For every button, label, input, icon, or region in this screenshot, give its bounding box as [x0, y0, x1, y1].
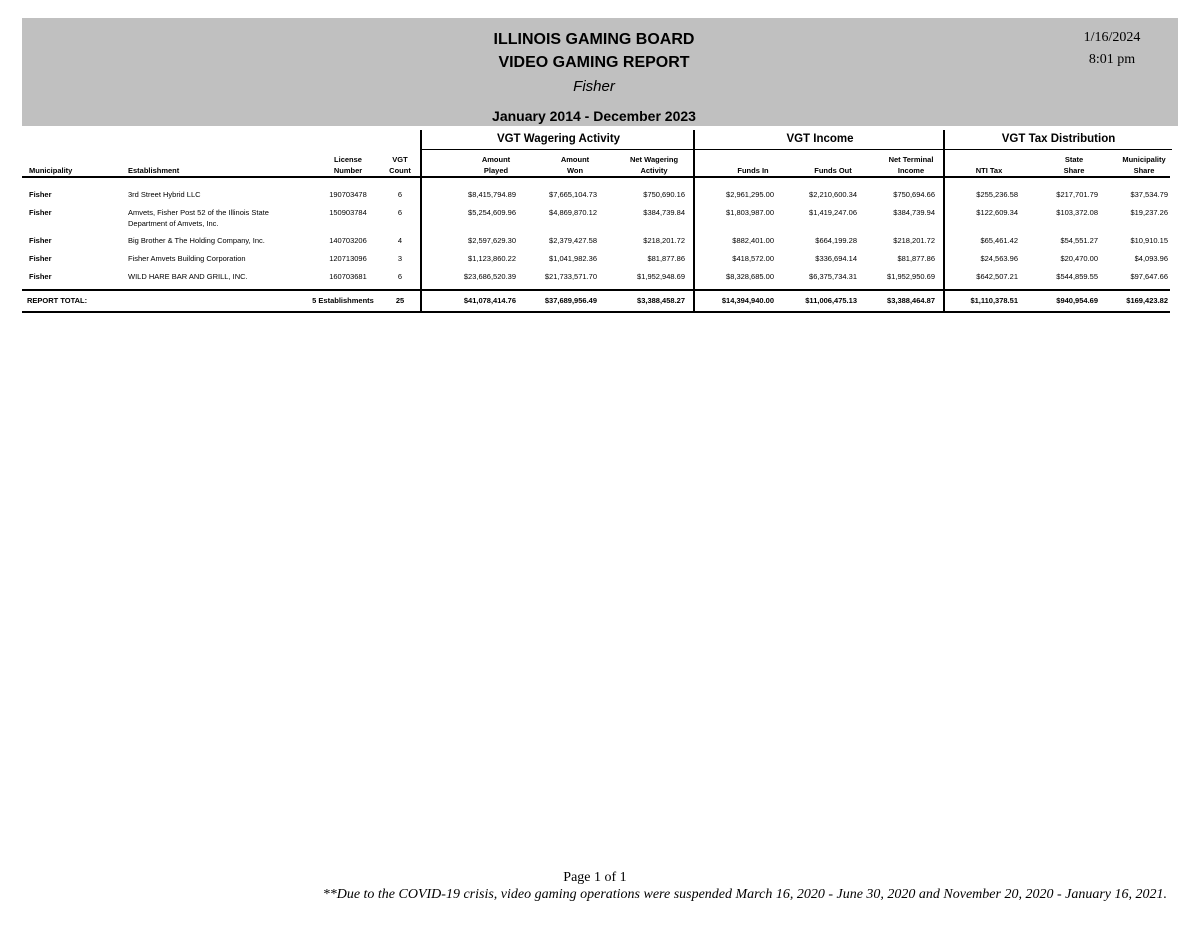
total-net-terminal-income: $3,388,464.87: [887, 296, 935, 305]
col-header-license-number: License Number: [333, 155, 363, 175]
row-establishment: WILD HARE BAR AND GRILL, INC.: [128, 272, 248, 281]
col-header-amount-played: Amount Played: [481, 155, 511, 175]
col-header-funds-in: Funds In: [737, 166, 769, 175]
row-funds-in: $882,401.00: [732, 236, 774, 245]
report-title: VIDEO GAMING REPORT: [498, 54, 690, 71]
col-header-net-wagering: Net Wagering Activity: [629, 155, 679, 175]
report-agency-title: ILLINOIS GAMING BOARD: [493, 31, 695, 48]
total-municipality-share: $169,423.82: [1126, 296, 1168, 305]
row-amount-won: $1,041,982.36: [549, 254, 597, 263]
row-license: 150903784: [329, 208, 367, 217]
row-license: 120713096: [329, 254, 367, 263]
row-vgt-count: 6: [397, 208, 403, 217]
row-net-wagering: $750,690.16: [643, 190, 685, 199]
total-vgt-count: 25: [395, 296, 405, 305]
row-establishment: Amvets, Fisher Post 52 of the Illinois State Department of Amvets, Inc.: [128, 208, 269, 228]
row-municipality: Fisher: [29, 190, 52, 199]
total-label: REPORT TOTAL:: [27, 296, 88, 305]
row-vgt-count: 4: [397, 236, 403, 245]
row-establishment: Big Brother & The Holding Company, Inc.: [128, 236, 265, 245]
col-header-net-terminal-income: Net Terminal Income: [888, 155, 934, 175]
row-amount-won: $2,379,427.58: [549, 236, 597, 245]
row-license: 160703681: [329, 272, 367, 281]
row-net-terminal-income: $81,877.86: [897, 254, 935, 263]
divider-wagering: [420, 176, 422, 313]
row-net-wagering: $384,739.84: [643, 208, 685, 217]
row-amount-played: $2,597,629.30: [468, 236, 516, 245]
total-amount-won: $37,689,956.49: [544, 296, 597, 305]
col-header-amount-won: Amount Won: [560, 155, 590, 175]
total-establishments: 5 Establishments: [312, 296, 374, 305]
row-net-terminal-income: $218,201.72: [893, 236, 935, 245]
row-municipality: Fisher: [29, 254, 52, 263]
row-amount-won: $4,869,870.12: [549, 208, 597, 217]
row-municipality-share: $97,647.66: [1130, 272, 1168, 281]
row-amount-won: $21,733,571.70: [544, 272, 597, 281]
total-funds-in: $14,394,940.00: [721, 296, 774, 305]
total-rule-bottom: [22, 311, 1170, 313]
col-header-state-share: State Share: [1063, 155, 1085, 175]
group-wagering-label: VGT Wagering Activity: [422, 130, 695, 150]
row-municipality-share: $4,093.96: [1134, 254, 1168, 263]
total-net-wagering: $3,388,458.27: [637, 296, 685, 305]
row-net-wagering: $81,877.86: [647, 254, 685, 263]
row-net-wagering: $218,201.72: [643, 236, 685, 245]
row-net-wagering: $1,952,948.69: [637, 272, 685, 281]
row-vgt-count: 6: [397, 272, 403, 281]
row-funds-out: $336,694.14: [815, 254, 857, 263]
col-header-establishment: Establishment: [128, 166, 180, 175]
report-municipality-title: Fisher: [573, 78, 615, 95]
page-number: Page 1 of 1: [563, 870, 627, 885]
report-time: 8:01 pm: [1088, 52, 1136, 67]
row-municipality: Fisher: [29, 208, 52, 217]
row-amount-played: $8,415,794.89: [468, 190, 516, 199]
row-license: 140703206: [329, 236, 367, 245]
row-state-share: $20,470.00: [1060, 254, 1098, 263]
total-nti-tax: $1,110,378.51: [970, 296, 1018, 305]
covid-footnote: **Due to the COVID-19 crisis, video gaming operations were suspended March 16, 2020 - June 30, 2020 and November 20, 2020 - January 16, 2021.: [322, 887, 1167, 902]
row-state-share: $544,859.55: [1056, 272, 1098, 281]
row-state-share: $54,551.27: [1060, 236, 1098, 245]
row-funds-in: $8,328,685.00: [726, 272, 774, 281]
row-establishment: Fisher Amvets Building Corporation: [128, 254, 246, 263]
total-rule-top: [22, 289, 1170, 291]
group-tax-label: VGT Tax Distribution: [945, 130, 1172, 150]
row-nti-tax: $255,236.58: [976, 190, 1018, 199]
row-funds-out: $2,210,600.34: [809, 190, 857, 199]
total-funds-out: $11,006,475.13: [805, 296, 857, 305]
row-nti-tax: $642,507.21: [976, 272, 1018, 281]
total-amount-played: $41,078,414.76: [463, 296, 516, 305]
row-funds-out: $1,419,247.06: [809, 208, 857, 217]
row-state-share: $103,372.08: [1056, 208, 1098, 217]
report-date: 1/16/2024: [1083, 30, 1141, 45]
row-nti-tax: $122,609.34: [976, 208, 1018, 217]
row-net-terminal-income: $750,694.66: [893, 190, 935, 199]
group-income-label: VGT Income: [695, 130, 945, 150]
col-header-municipality-share: Municipality Share: [1122, 155, 1166, 175]
header-rule: [22, 176, 1170, 178]
row-amount-won: $7,665,104.73: [549, 190, 597, 199]
row-funds-in: $418,572.00: [732, 254, 774, 263]
col-header-municipality: Municipality: [29, 166, 73, 175]
row-municipality: Fisher: [29, 236, 52, 245]
row-license: 190703478: [329, 190, 367, 199]
row-amount-played: $1,123,860.22: [468, 254, 516, 263]
total-state-share: $940,954.69: [1056, 296, 1098, 305]
row-net-terminal-income: $1,952,950.69: [887, 272, 935, 281]
row-funds-out: $6,375,734.31: [809, 272, 857, 281]
row-amount-played: $23,686,520.39: [463, 272, 516, 281]
row-municipality-share: $19,237.26: [1130, 208, 1168, 217]
report-period: January 2014 - December 2023: [492, 108, 696, 124]
row-establishment: 3rd Street Hybrid LLC: [128, 190, 201, 199]
row-municipality-share: $37,534.79: [1130, 190, 1168, 199]
row-vgt-count: 3: [397, 254, 403, 263]
row-vgt-count: 6: [397, 190, 403, 199]
row-state-share: $217,701.79: [1056, 190, 1098, 199]
row-funds-in: $1,803,987.00: [726, 208, 774, 217]
row-nti-tax: $24,563.96: [980, 254, 1018, 263]
col-header-nti-tax: NTI Tax: [975, 166, 1003, 175]
row-municipality-share: $10,910.15: [1130, 236, 1168, 245]
row-municipality: Fisher: [29, 272, 52, 281]
row-nti-tax: $65,461.42: [980, 236, 1018, 245]
row-amount-played: $5,254,609.96: [468, 208, 516, 217]
row-funds-out: $664,199.28: [815, 236, 857, 245]
row-funds-in: $2,961,295.00: [726, 190, 774, 199]
col-header-funds-out: Funds Out: [814, 166, 852, 175]
col-header-vgt-count: VGT Count: [389, 155, 411, 175]
row-net-terminal-income: $384,739.94: [893, 208, 935, 217]
